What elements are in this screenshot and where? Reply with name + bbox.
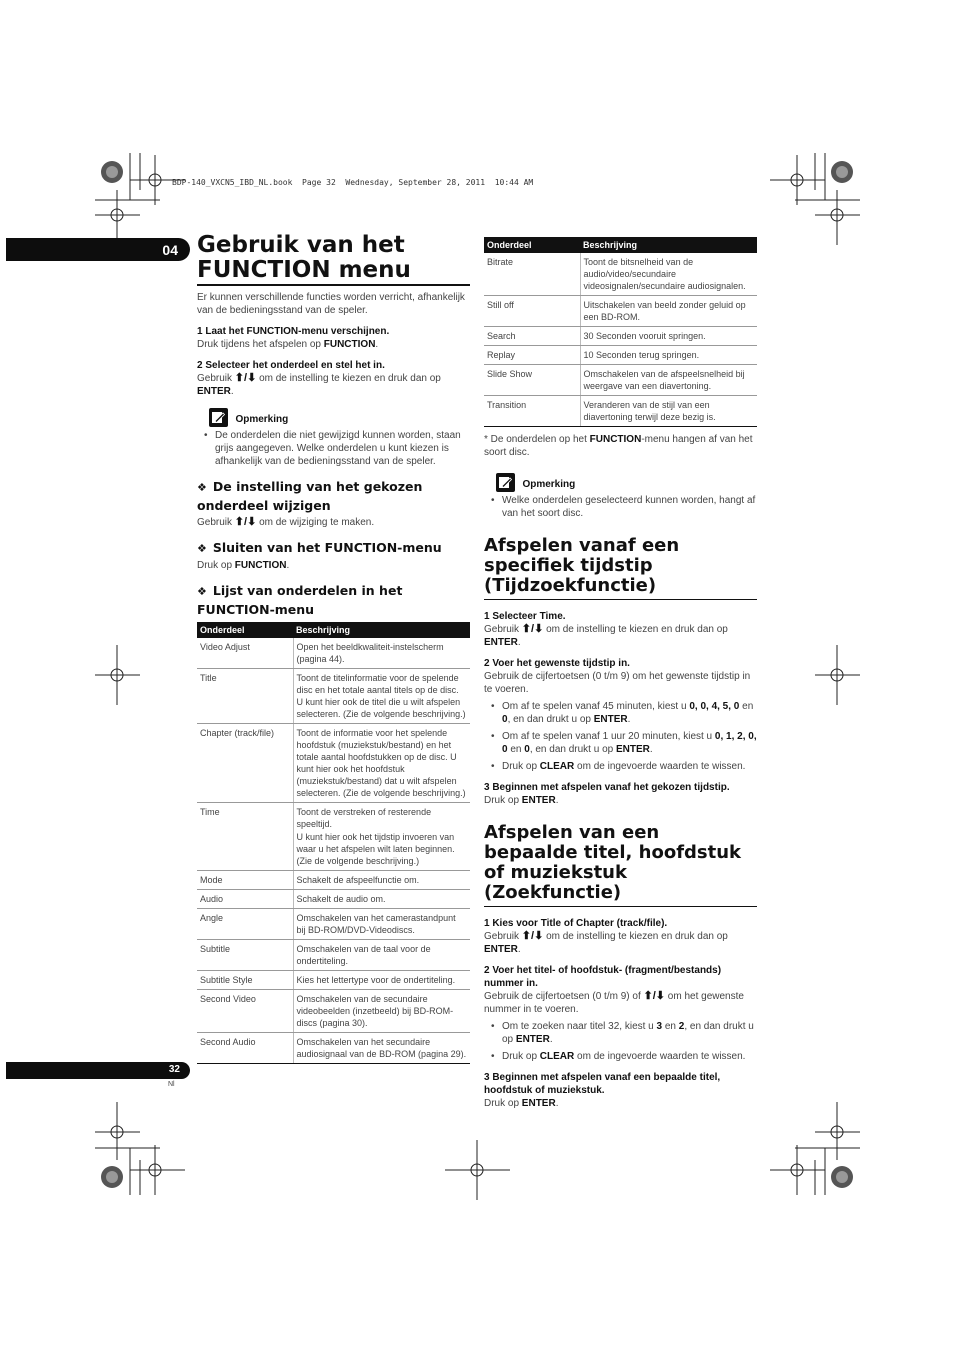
- page-number-tab: [6, 1062, 190, 1079]
- table-row: [197, 669, 470, 724]
- table-cell-desc-text: U kunt hier ook het tijdstip invoeren van waar u het afspelen wilt laten beginnen. (Zie de volgende beschrijving.): [296, 832, 455, 866]
- table-row: [197, 940, 470, 971]
- step-1-text: Druk tijdens het afspelen op FUNCTION.: [197, 339, 379, 350]
- table-cell-item: Mode: [197, 871, 293, 890]
- table-cell-item: Transition: [484, 396, 580, 427]
- list-item: • Om af te spelen vanaf 45 minuten, kiest u 0, 0, 4, 5, 0 en 0, en dan drukt u op ENTER.: [484, 700, 757, 726]
- chapter-number: 04: [162, 242, 178, 258]
- table-cell-desc: [580, 296, 757, 327]
- table-header-item: Onderdeel: [197, 622, 293, 638]
- table-cell-desc-text: Schakelt de afspeelfunctie om.: [296, 875, 420, 885]
- page-language: Nl: [168, 1081, 175, 1088]
- note-block: [197, 408, 470, 427]
- table-row: [484, 346, 757, 365]
- table-row: [197, 803, 470, 871]
- subsection-change-setting: ❖ De instelling van het gekozen onderdeel wijzigen: [197, 478, 470, 515]
- time-step-2-title: 2 Voer het gewenste tijdstip in.: [484, 658, 630, 669]
- table-cell-desc-text: Open het beeldkwaliteit-instelscherm (pagina 44).: [296, 642, 444, 664]
- list-item: • Om te zoeken naar titel 32, kiest u 3 en 2, en dan drukt u op ENTER.: [484, 1020, 757, 1046]
- table-cell-desc-text: Uitschakelen van beeld zonder geluid op een BD-ROM.: [583, 300, 746, 322]
- table-row: [197, 871, 470, 890]
- page-title: Gebruik van het FUNCTION menu: [197, 232, 411, 283]
- table-cell-item: Bitrate: [484, 253, 580, 296]
- note-icon: [496, 473, 515, 492]
- list-item: • Druk op CLEAR om de ingevoerde waarden te wissen.: [484, 760, 757, 773]
- table-cell-desc-text: Omschakelen van het camerastandpunt bij BD-ROM/DVD-Videodiscs.: [296, 913, 456, 935]
- table-cell-desc-text: Omschakelen van de secundaire videobeelden (inzetbeeld) bij BD-ROM-discs (pagina 30).: [296, 994, 454, 1028]
- table-cell-item: Audio: [197, 890, 293, 909]
- subsection-item-list: ❖ Lijst van onderdelen in het FUNCTION-menu: [197, 582, 470, 619]
- table-row: [197, 638, 470, 669]
- table-cell-desc-text: 30 Seconden vooruit springen.: [583, 331, 706, 341]
- search-step-3-title: 3 Beginnen met afspelen vanaf een bepaalde titel, hoofdstuk of muziekstuk.: [484, 1072, 721, 1096]
- section-search-title: Afspelen van een bepaalde titel, hoofdstuk of muziekstuk (Zoekfunctie): [484, 822, 742, 903]
- section-time-search-title: Afspelen vanaf een specifiek tijdstip (Tijdzoekfunctie): [484, 535, 680, 596]
- time-step-2-text: Gebruik de cijfertoetsen (0 t/m 9) om het gewenste tijdstip in te voeren.: [484, 671, 751, 695]
- table-cell-item: Angle: [197, 909, 293, 940]
- table-row: [484, 327, 757, 346]
- note-label: Opmerking: [522, 478, 576, 490]
- footnote: * De onderdelen op het FUNCTION-menu hangen af van het soort disc.: [484, 434, 753, 458]
- time-step-1-title: 1 Selecteer Time.: [484, 611, 566, 622]
- subsection-close-text: Druk op FUNCTION.: [197, 560, 290, 571]
- table-cell-desc-text: Schakelt de audio om.: [296, 894, 386, 904]
- search-step-1-title: 1 Kies voor Title of Chapter (track/file).: [484, 918, 668, 929]
- table-header-desc: Beschrijving: [580, 237, 757, 253]
- table-row: [197, 909, 470, 940]
- note-label: Opmerking: [235, 413, 289, 425]
- table-cell-item: Subtitle Style: [197, 971, 293, 990]
- table-cell-item: Replay: [484, 346, 580, 365]
- intro-text: Er kunnen verschillende functies worden verricht, afhankelijk van de bedieningsstand van de speler.: [197, 292, 465, 316]
- up-down-arrows-icon: ⬆/⬇: [234, 516, 257, 528]
- time-step-3-text: Druk op ENTER.: [484, 795, 559, 806]
- table-row: [197, 990, 470, 1033]
- table-row: [484, 396, 757, 427]
- table-cell-item: Second Audio: [197, 1033, 293, 1064]
- table-row: [484, 296, 757, 327]
- page-number: 32: [168, 1064, 180, 1075]
- up-down-arrows-icon: ⬆/⬇: [521, 623, 544, 635]
- table-cell-desc-text: Omschakelen van de taal voor de ondertiteling.: [296, 944, 431, 966]
- table-cell-desc-text: Toont de titelinformatie voor de spelende disc en het totale aantal titels op de disc. U kunt hier ook de titel die u wilt afspelen selecteren. (Zie de volgende beschrijving.): [296, 673, 466, 719]
- chapter-tab: [6, 238, 190, 261]
- table-cell-desc: [293, 669, 470, 724]
- table-cell-desc-text: 10 Seconden terug springen.: [583, 350, 700, 360]
- table-row: [197, 971, 470, 990]
- table-cell-item: Search: [484, 327, 580, 346]
- table-cell-item: Still off: [484, 296, 580, 327]
- search-step-2-list: [484, 1020, 757, 1063]
- note-item: • De onderdelen die niet gewijzigd kunnen worden, staan grijs aangegeven. Welke onderdelen u kunt kiezen is afhankelijk van de bedieningsstand van de speler.: [197, 429, 470, 468]
- time-step-2-list: [484, 700, 757, 773]
- table-cell-desc: [293, 909, 470, 940]
- up-down-arrows-icon: ⬆/⬇: [521, 930, 544, 942]
- list-item: • Om af te spelen vanaf 1 uur 20 minuten, kiest u 0, 1, 2, 0, 0 en 0, en dan drukt u op ENTER.: [484, 730, 757, 756]
- up-down-arrows-icon: ⬆/⬇: [234, 372, 257, 384]
- note-block: [484, 473, 757, 492]
- table-cell-item: Title: [197, 669, 293, 724]
- note-list: [484, 494, 757, 520]
- note-list: [197, 429, 470, 468]
- table-cell-item: Slide Show: [484, 365, 580, 396]
- search-step-2-title: 2 Voer het titel- of hoofdstuk- (fragment/bestands) nummer in.: [484, 965, 722, 989]
- table-cell-desc: [293, 990, 470, 1033]
- table-cell-desc-text: Toont de bitsnelheid van de audio/video/secundaire videosignalen/secundaire audiosignalen.: [583, 257, 746, 291]
- table-cell-desc: [293, 638, 470, 669]
- table-cell-desc-text: Omschakelen van het secundaire audiosignaal van de BD-ROM (pagina 29).: [296, 1037, 467, 1059]
- subsection-change-text: Gebruik ⬆/⬇ om de wijziging te maken.: [197, 516, 375, 528]
- table-row: [484, 365, 757, 396]
- list-item: • Druk op CLEAR om de ingevoerde waarden te wissen.: [484, 1050, 757, 1063]
- table-cell-desc: [293, 890, 470, 909]
- table-cell-desc-text: Toont de informatie voor het spelende hoofdstuk (muziekstuk/bestand) en het totale aantal hoofdstukken op de disc. U kunt hier ook het hoofdstuk (muziekstuk/bestand) dat u wilt afspelen selecteren. (Zie de volgende beschrijving.): [296, 728, 466, 798]
- note-item: • Welke onderdelen geselecteerd kunnen worden, hangt af van het soort disc.: [484, 494, 757, 520]
- table-cell-desc: [293, 940, 470, 971]
- step-2-title: 2 Selecteer het onderdeel en stel het in.: [197, 360, 385, 371]
- table-row: [197, 890, 470, 909]
- note-icon: [209, 408, 228, 427]
- table-cell-desc-text: Veranderen van de stijl van een diavertoning terwijl deze bezig is.: [583, 400, 716, 422]
- table-cell-item: Subtitle: [197, 940, 293, 971]
- time-step-1-text: Gebruik ⬆/⬇ om de instelling te kiezen en druk dan op ENTER.: [484, 623, 728, 648]
- table-cell-desc: [293, 871, 470, 890]
- print-info: BDP-140_VXCN5_IBD_NL.book Page 32 Wednesday, September 28, 2011 10:44 AM: [172, 178, 534, 187]
- table-cell-desc: [293, 724, 470, 803]
- table-cell-item: Second Video: [197, 990, 293, 1033]
- table-cell-desc-text: Toont de verstreken of resterende speeltijd.: [296, 807, 432, 829]
- table-cell-item: Chapter (track/file): [197, 724, 293, 803]
- search-step-2-text: Gebruik de cijfertoetsen (0 t/m 9) of ⬆/⬇ om het gewenste nummer in te voeren.: [484, 990, 744, 1015]
- search-step-1-text: Gebruik ⬆/⬇ om de instelling te kiezen en druk dan op ENTER.: [484, 930, 728, 955]
- table-cell-desc-text: Omschakelen van de afspeelsnelheid bij weergave van een diavertoning.: [583, 369, 745, 391]
- up-down-arrows-icon: ⬆/⬇: [643, 990, 666, 1002]
- table-cell-desc: [293, 803, 470, 871]
- table-cell-item: Time: [197, 803, 293, 871]
- table-cell-desc: [580, 396, 757, 427]
- subsection-close-menu: ❖ Sluiten van het FUNCTION-menu: [197, 539, 470, 558]
- search-step-3-text: Druk op ENTER.: [484, 1098, 559, 1109]
- table-cell-desc: [580, 346, 757, 365]
- step-1-title: 1 Laat het FUNCTION-menu verschijnen.: [197, 326, 390, 337]
- table-cell-desc-text: Kies het lettertype voor de ondertiteling.: [296, 975, 456, 985]
- table-row: [197, 724, 470, 803]
- table-header-desc: Beschrijving: [293, 622, 470, 638]
- step-2-text: Gebruik ⬆/⬇ om de instelling te kiezen en druk dan op ENTER.: [197, 372, 441, 397]
- table-cell-desc: [580, 365, 757, 396]
- right-column: [484, 237, 757, 1110]
- function-items-table: [197, 622, 470, 1064]
- table-cell-desc: [293, 971, 470, 990]
- table-row: [197, 1033, 470, 1064]
- left-column: [197, 233, 470, 1064]
- function-items-table-continued: [484, 237, 757, 427]
- table-cell-desc: [580, 327, 757, 346]
- table-cell-item: Video Adjust: [197, 638, 293, 669]
- table-cell-desc: [293, 1033, 470, 1064]
- table-row: [484, 253, 757, 296]
- time-step-3-title: 3 Beginnen met afspelen vanaf het gekozen tijdstip.: [484, 782, 730, 793]
- table-header-item: Onderdeel: [484, 237, 580, 253]
- table-cell-desc: [580, 253, 757, 296]
